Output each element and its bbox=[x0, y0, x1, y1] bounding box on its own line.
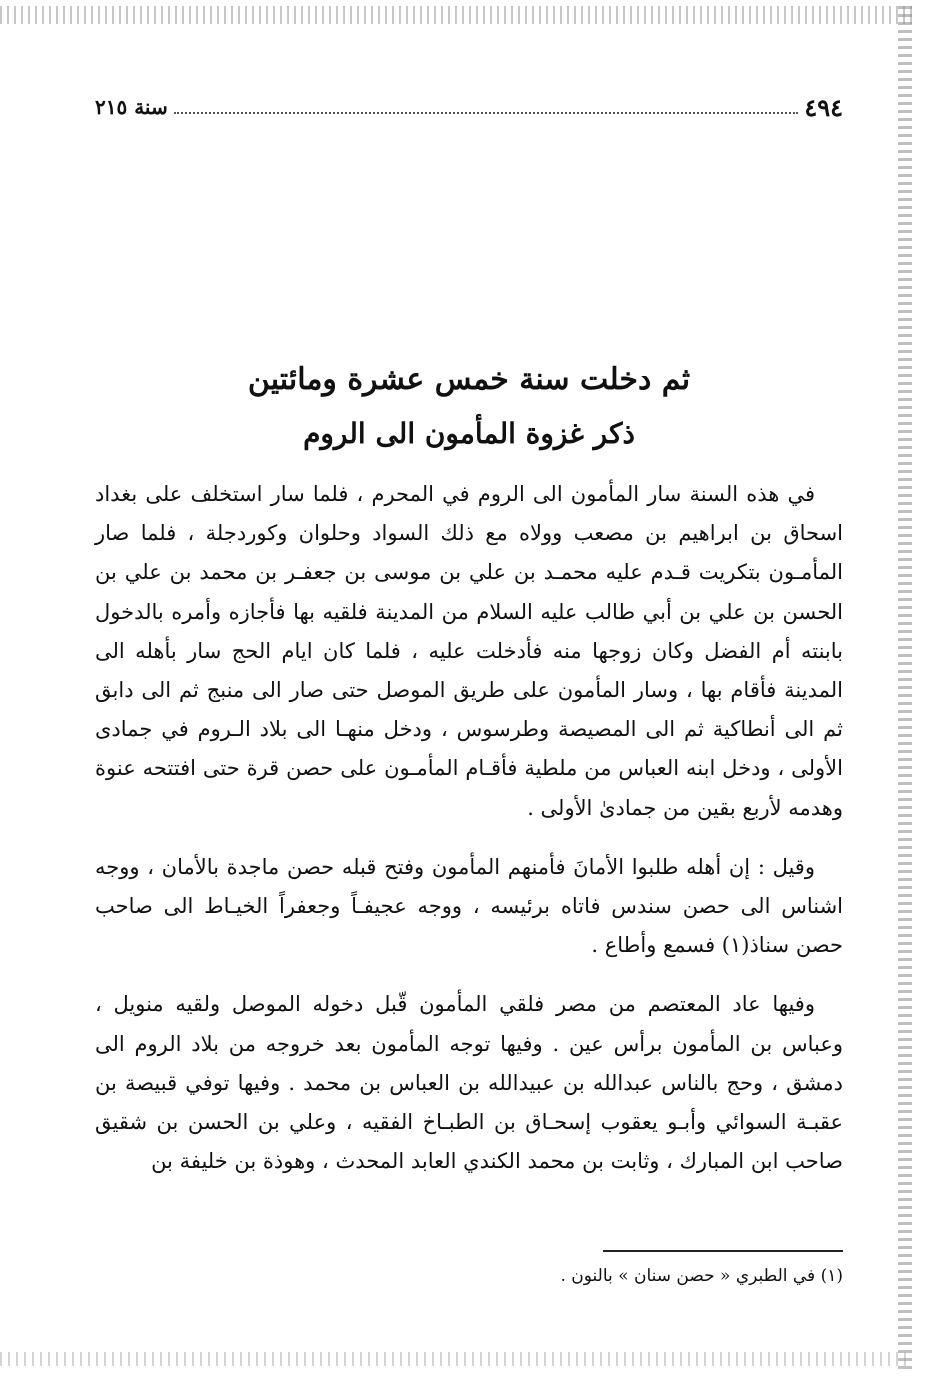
running-header bbox=[95, 92, 843, 122]
footnote-separator bbox=[603, 1250, 843, 1252]
header-dotted-leader bbox=[174, 112, 799, 114]
body-text bbox=[95, 475, 843, 1201]
page-number: ٤٩٤ bbox=[804, 92, 843, 122]
decorative-border-bottom bbox=[0, 1352, 912, 1366]
section-heading: ذكر غزوة المأمون الى الروم bbox=[303, 417, 635, 450]
chapter-title: ثم دخلت سنة خمس عشرة ومائتين bbox=[247, 362, 691, 397]
paragraph: في هذه السنة سار المأمون الى الروم في المحرم ، فلما سار استخلف على بغداد اسحاق بن ابراهيم بن مصعب وولاه مع ذلك السواد وحلوان وكوردجلة ، فلما صار المأمـون بتكريت قـدم عليه محمـد بن علي بن موسى بن جعفـر بن محمد بن علي بن الحسن بن علي بن أبي طالب عليه السلام من المدينة فلقيه بها فأجازه وأمره بالدخول بابنته أم الفضل وكان زوجها منه فأدخلت عليه ، فلما كان ايام الحج سار بأهله الى المدينة فأقام بها ، وسار المأمون على طريق الموصل حتى صار الى منبج ثم الى دابق ثم الى أنطاكية ثم الى المصيصة وطرسوس ، ودخل منهـا الى بلاد الـروم في جمادى الأولى ، ودخل ابنه العباس من ملطية فأقـام المأمـون على حصن قرة حتى افتتحه عنوة وهدمه لأربع بقين من جمادىٰ الأولى . bbox=[95, 482, 843, 820]
paragraph: وفيها عاد المعتصم من مصر فلقي المأمون قّبل دخوله الموصل ولقيه منويل ، وعباس بن المأمون برأس عين . وفيها توجه المأمون بعد خروجه من بلاد الروم الى دمشق ، وحج بالناس عبدالله بن عبيدالله بن العباس بن محمد . وفيها توفي قبيصة بن عقبـة السوائي وأبـو يعقوب إسحـاق بن الطبـاخ الفقيه ، وعلي بن الحسن بن شقيق صاحب ابن المبارك ، وثابت بن محمد الكندي العابد المحدث ، وهوذة بن خليفة بن bbox=[95, 992, 843, 1174]
decorative-border-right bbox=[898, 6, 912, 1372]
footnote: (١) في الطبري « حصن سنان » بالنون . bbox=[560, 1266, 843, 1286]
book-page bbox=[95, 80, 843, 1340]
decorative-border-top bbox=[0, 6, 912, 24]
paragraph: وقيل : إن أهله طلبوا الأمانَ فأمنهم المأمون وفتح قبله حصن ماجدة بالأمان ، ووجه اشناس الى حصن سندس فاتاه برئيسه ، ووجه عجيفـاً وجعفراً الخيـاط الى صاحب حصن سناذ(١) فسمع وأطاع . bbox=[95, 854, 843, 958]
running-head-year: سنة ٢١٥ bbox=[95, 95, 168, 119]
